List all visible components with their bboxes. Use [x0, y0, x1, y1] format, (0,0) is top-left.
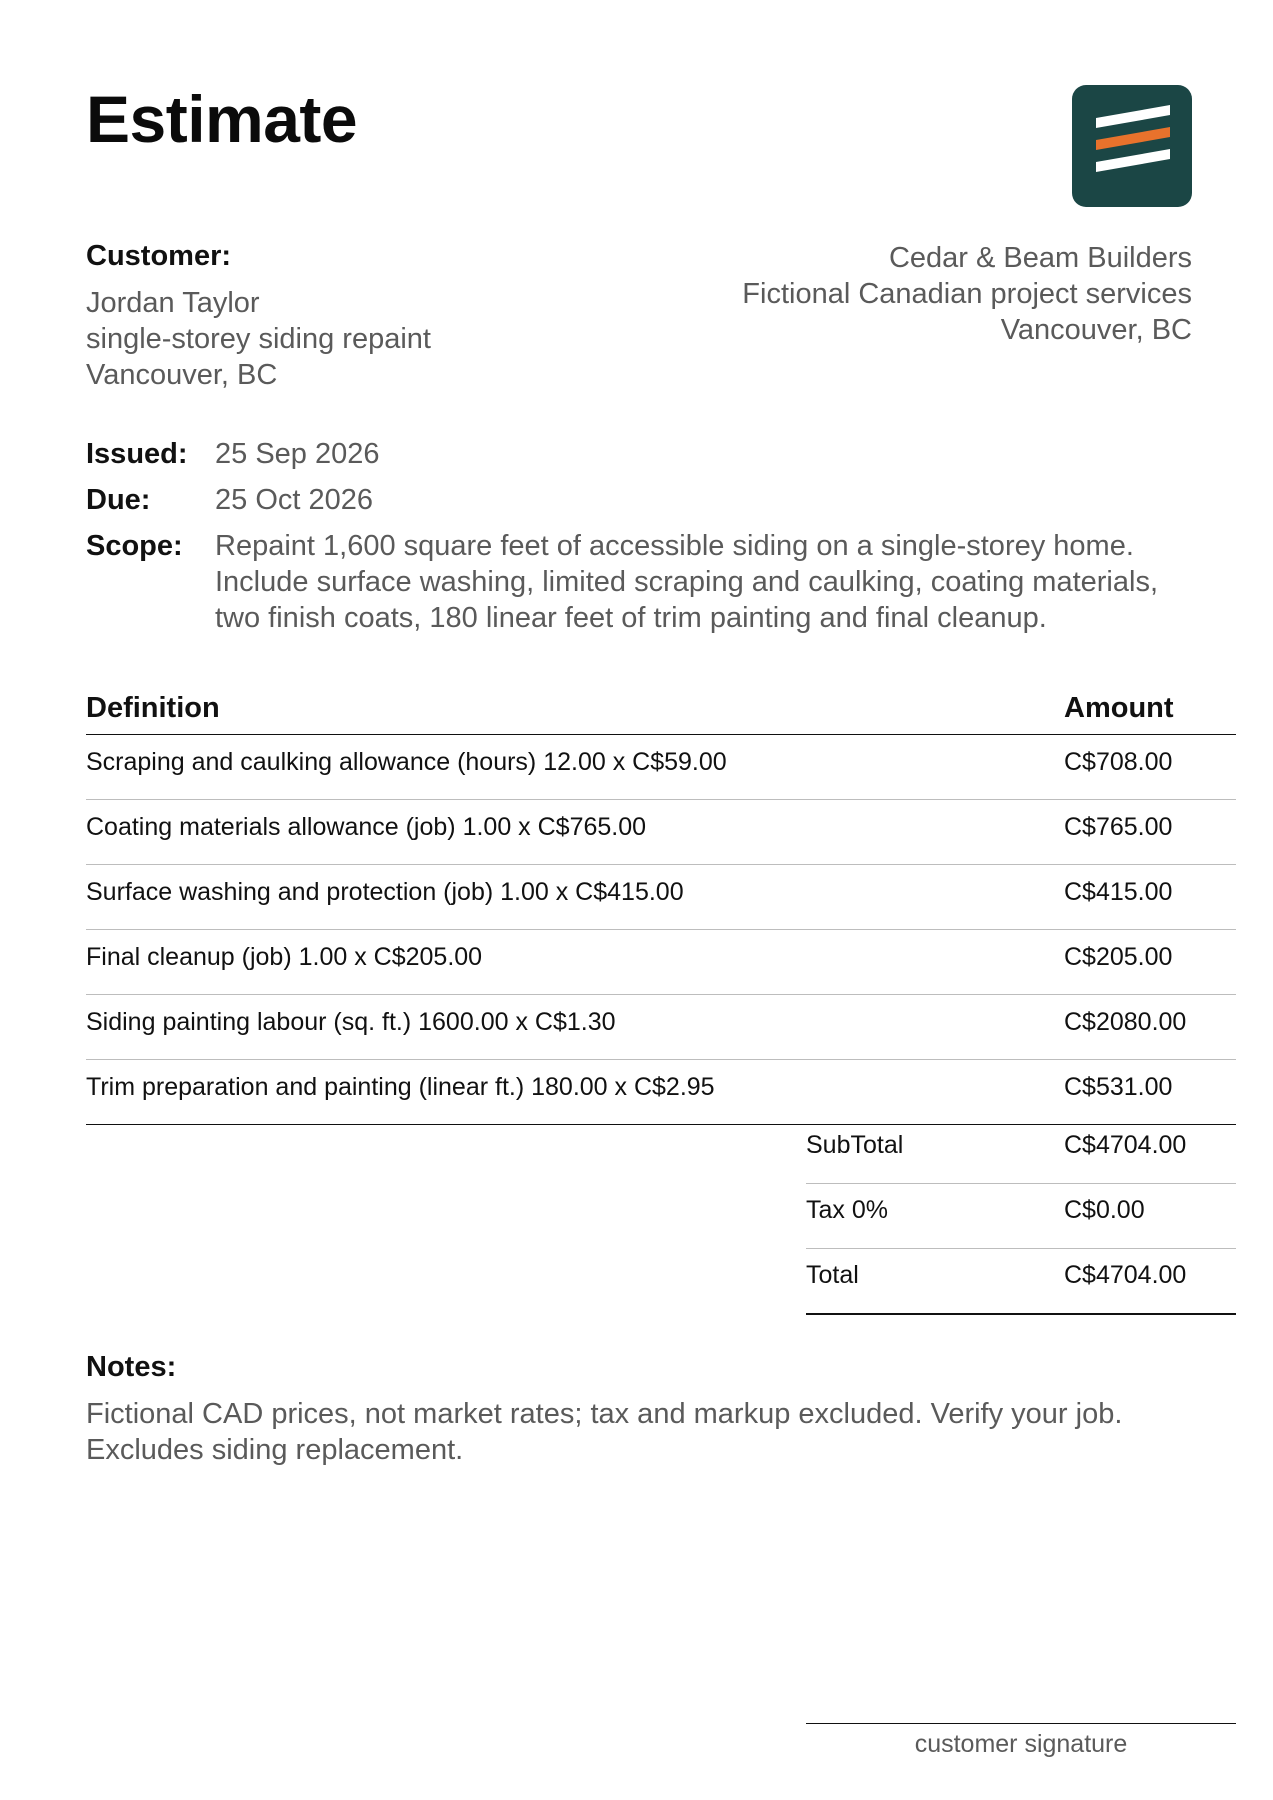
company-tagline: Fictional Canadian project services	[742, 278, 1192, 310]
notes-line: Excludes siding replacement.	[86, 1434, 464, 1466]
table-row	[86, 1060, 1236, 1125]
notes-line: Fictional CAD prices, not market rates; tax and markup excluded. Verify your job.	[86, 1398, 1123, 1430]
company-name: Cedar & Beam Builders	[888, 242, 1192, 274]
notes-text	[86, 1396, 1122, 1468]
row-definition: Trim preparation and painting (linear ft.) 180.00 x C$2.95	[86, 1073, 715, 1101]
customer-location: Vancouver, BC	[86, 359, 278, 391]
row-definition: Surface washing and protection (job) 1.00 x C$415.00	[86, 878, 684, 906]
row-amount: C$765.00	[1064, 813, 1173, 841]
line-items-table	[86, 688, 1236, 1125]
amount-header: Amount	[1064, 692, 1174, 724]
table-row	[86, 800, 1236, 865]
customer-name: Jordan Taylor	[86, 287, 260, 319]
row-amount: C$531.00	[1064, 1073, 1173, 1101]
definition-header: Definition	[86, 692, 220, 724]
company-details	[742, 240, 1192, 348]
row-amount: C$708.00	[1064, 748, 1173, 776]
signature-line	[806, 1723, 1236, 1724]
signature-label: customer signature	[914, 1730, 1128, 1758]
scope-line: two finish coats, 180 linear feet of trim painting and final cleanup.	[215, 602, 1047, 634]
page-title: Estimate	[86, 82, 358, 156]
row-amount: C$2080.00	[1064, 1008, 1187, 1036]
scope-line: Repaint 1,600 square feet of accessible siding on a single-storey home.	[215, 530, 1134, 562]
notes-label: Notes:	[86, 1351, 177, 1383]
issued-label: Issued:	[86, 438, 188, 470]
table-row	[86, 930, 1236, 995]
table-row	[86, 735, 1236, 800]
row-definition: Scraping and caulking allowance (hours) 12.00 x C$59.00	[86, 748, 727, 776]
due-label: Due:	[86, 484, 151, 516]
total-label: Total	[806, 1261, 859, 1289]
row-definition: Final cleanup (job) 1.00 x C$205.00	[86, 943, 483, 971]
customer-label: Customer:	[86, 240, 232, 272]
scope-line: Include surface washing, limited scraping and caulking, coating materials,	[215, 566, 1158, 598]
customer-details	[86, 285, 431, 393]
stacked-planks-logo-icon	[1072, 85, 1192, 207]
tax-value: C$0.00	[1064, 1196, 1145, 1224]
total-value: C$4704.00	[1064, 1261, 1187, 1289]
scope-text	[215, 528, 1273, 636]
customer-project: single-storey siding repaint	[86, 323, 431, 355]
tax-label: Tax 0%	[806, 1196, 888, 1224]
table-row	[86, 995, 1236, 1060]
subtotal-row	[806, 1119, 1236, 1184]
due-date: 25 Oct 2026	[215, 484, 373, 516]
row-amount: C$415.00	[1064, 878, 1173, 906]
row-amount: C$205.00	[1064, 943, 1173, 971]
table-row	[86, 865, 1236, 930]
tax-row	[806, 1184, 1236, 1249]
subtotal-value: C$4704.00	[1064, 1131, 1187, 1159]
row-definition: Coating materials allowance (job) 1.00 x C$765.00	[86, 813, 647, 841]
issued-date: 25 Sep 2026	[215, 438, 380, 470]
company-logo	[1072, 85, 1192, 207]
scope-label: Scope:	[86, 530, 183, 562]
subtotal-label: SubTotal	[806, 1131, 904, 1159]
table-header	[86, 688, 1236, 735]
totals-table	[806, 1119, 1236, 1315]
company-location: Vancouver, BC	[1000, 314, 1192, 346]
total-row	[806, 1249, 1236, 1315]
row-definition: Siding painting labour (sq. ft.) 1600.00 x C$1.30	[86, 1008, 616, 1036]
